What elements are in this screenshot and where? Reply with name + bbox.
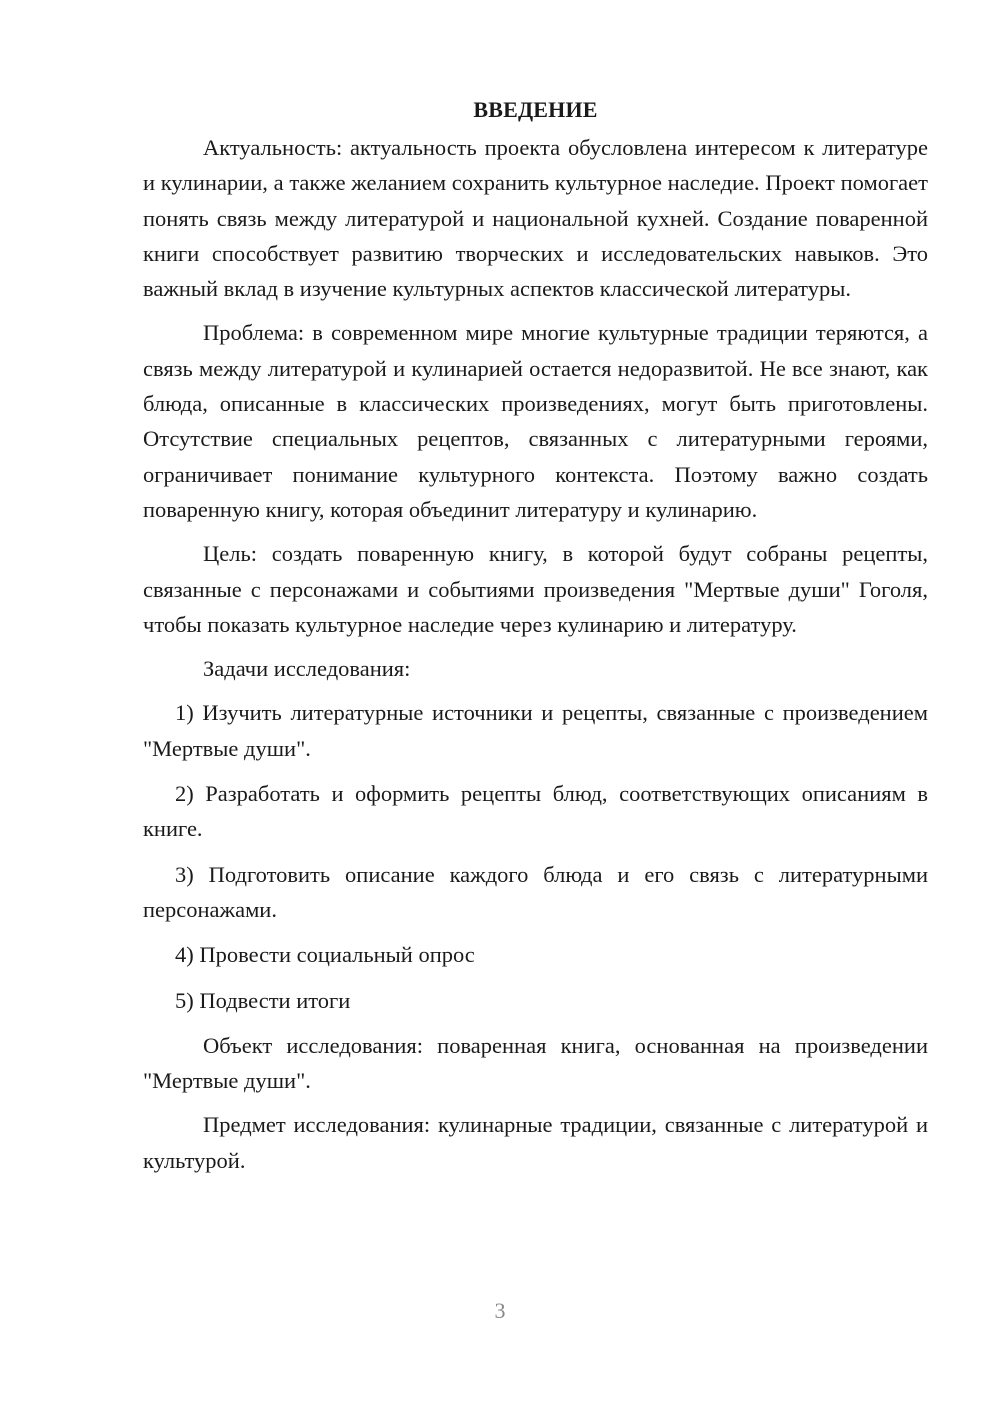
section-title: ВВЕДЕНИЕ [473,97,598,122]
page-number: 3 [494,1298,506,1323]
page-content [143,94,928,1187]
paragraph-goal: Цель: создать поваренную книгу, в которой будут собраны рецепты, связанные с персонажами и событиями произведения "Мертвые души" Гоголя, чтобы показать культурное наследие через кулинарию и литературу. [143,541,928,637]
task-item: 4) Провести социальный опрос [175,942,475,968]
paragraph-problem: Проблема: в современном мире многие культурные традиции теряются, а связь между литературой и кулинарией остается недоразвитой. Не все знают, как блюда, описанные в классических произведениях, могут быть приготовлены. Отсутствие специальных рецептов, связанных с литературными героями, ограничивает понимание культурного контекста. Поэтому важно создать поваренную книгу, которая объединит литературу и кулинарию. [143,320,928,522]
paragraph-object: Объект исследования: поваренная книга, основанная на произведении "Мертвые души". [143,1032,928,1094]
task-item: 3) Подготовить описание каждого блюда и его связь с литературными персонажами. [143,861,928,922]
tasks-heading: Задачи исследования: [203,656,411,682]
task-item: 2) Разработать и оформить рецепты блюд, соответствующих описаниям в книге. [143,781,928,842]
task-item: 1) Изучить литературные источники и рецепты, связанные с произведением "Мертвые души". [143,700,928,761]
task-item: 5) Подвести итоги [175,987,351,1013]
paragraph-subject: Предмет исследования: кулинарные традиции, связанные с литературой и культурой. [143,1112,928,1173]
paragraph-relevance: Актуальность: актуальность проекта обусловлена интересом к литературе и кулинарии, а также желанием сохранить культурное наследие. Проект помогает понять связь между литературой и национальной кухней. Создание поваренной книги способствует развитию творческих и исследовательских навыков. Это важный вклад в изучение культурных аспектов классической литературы. [143,135,928,302]
